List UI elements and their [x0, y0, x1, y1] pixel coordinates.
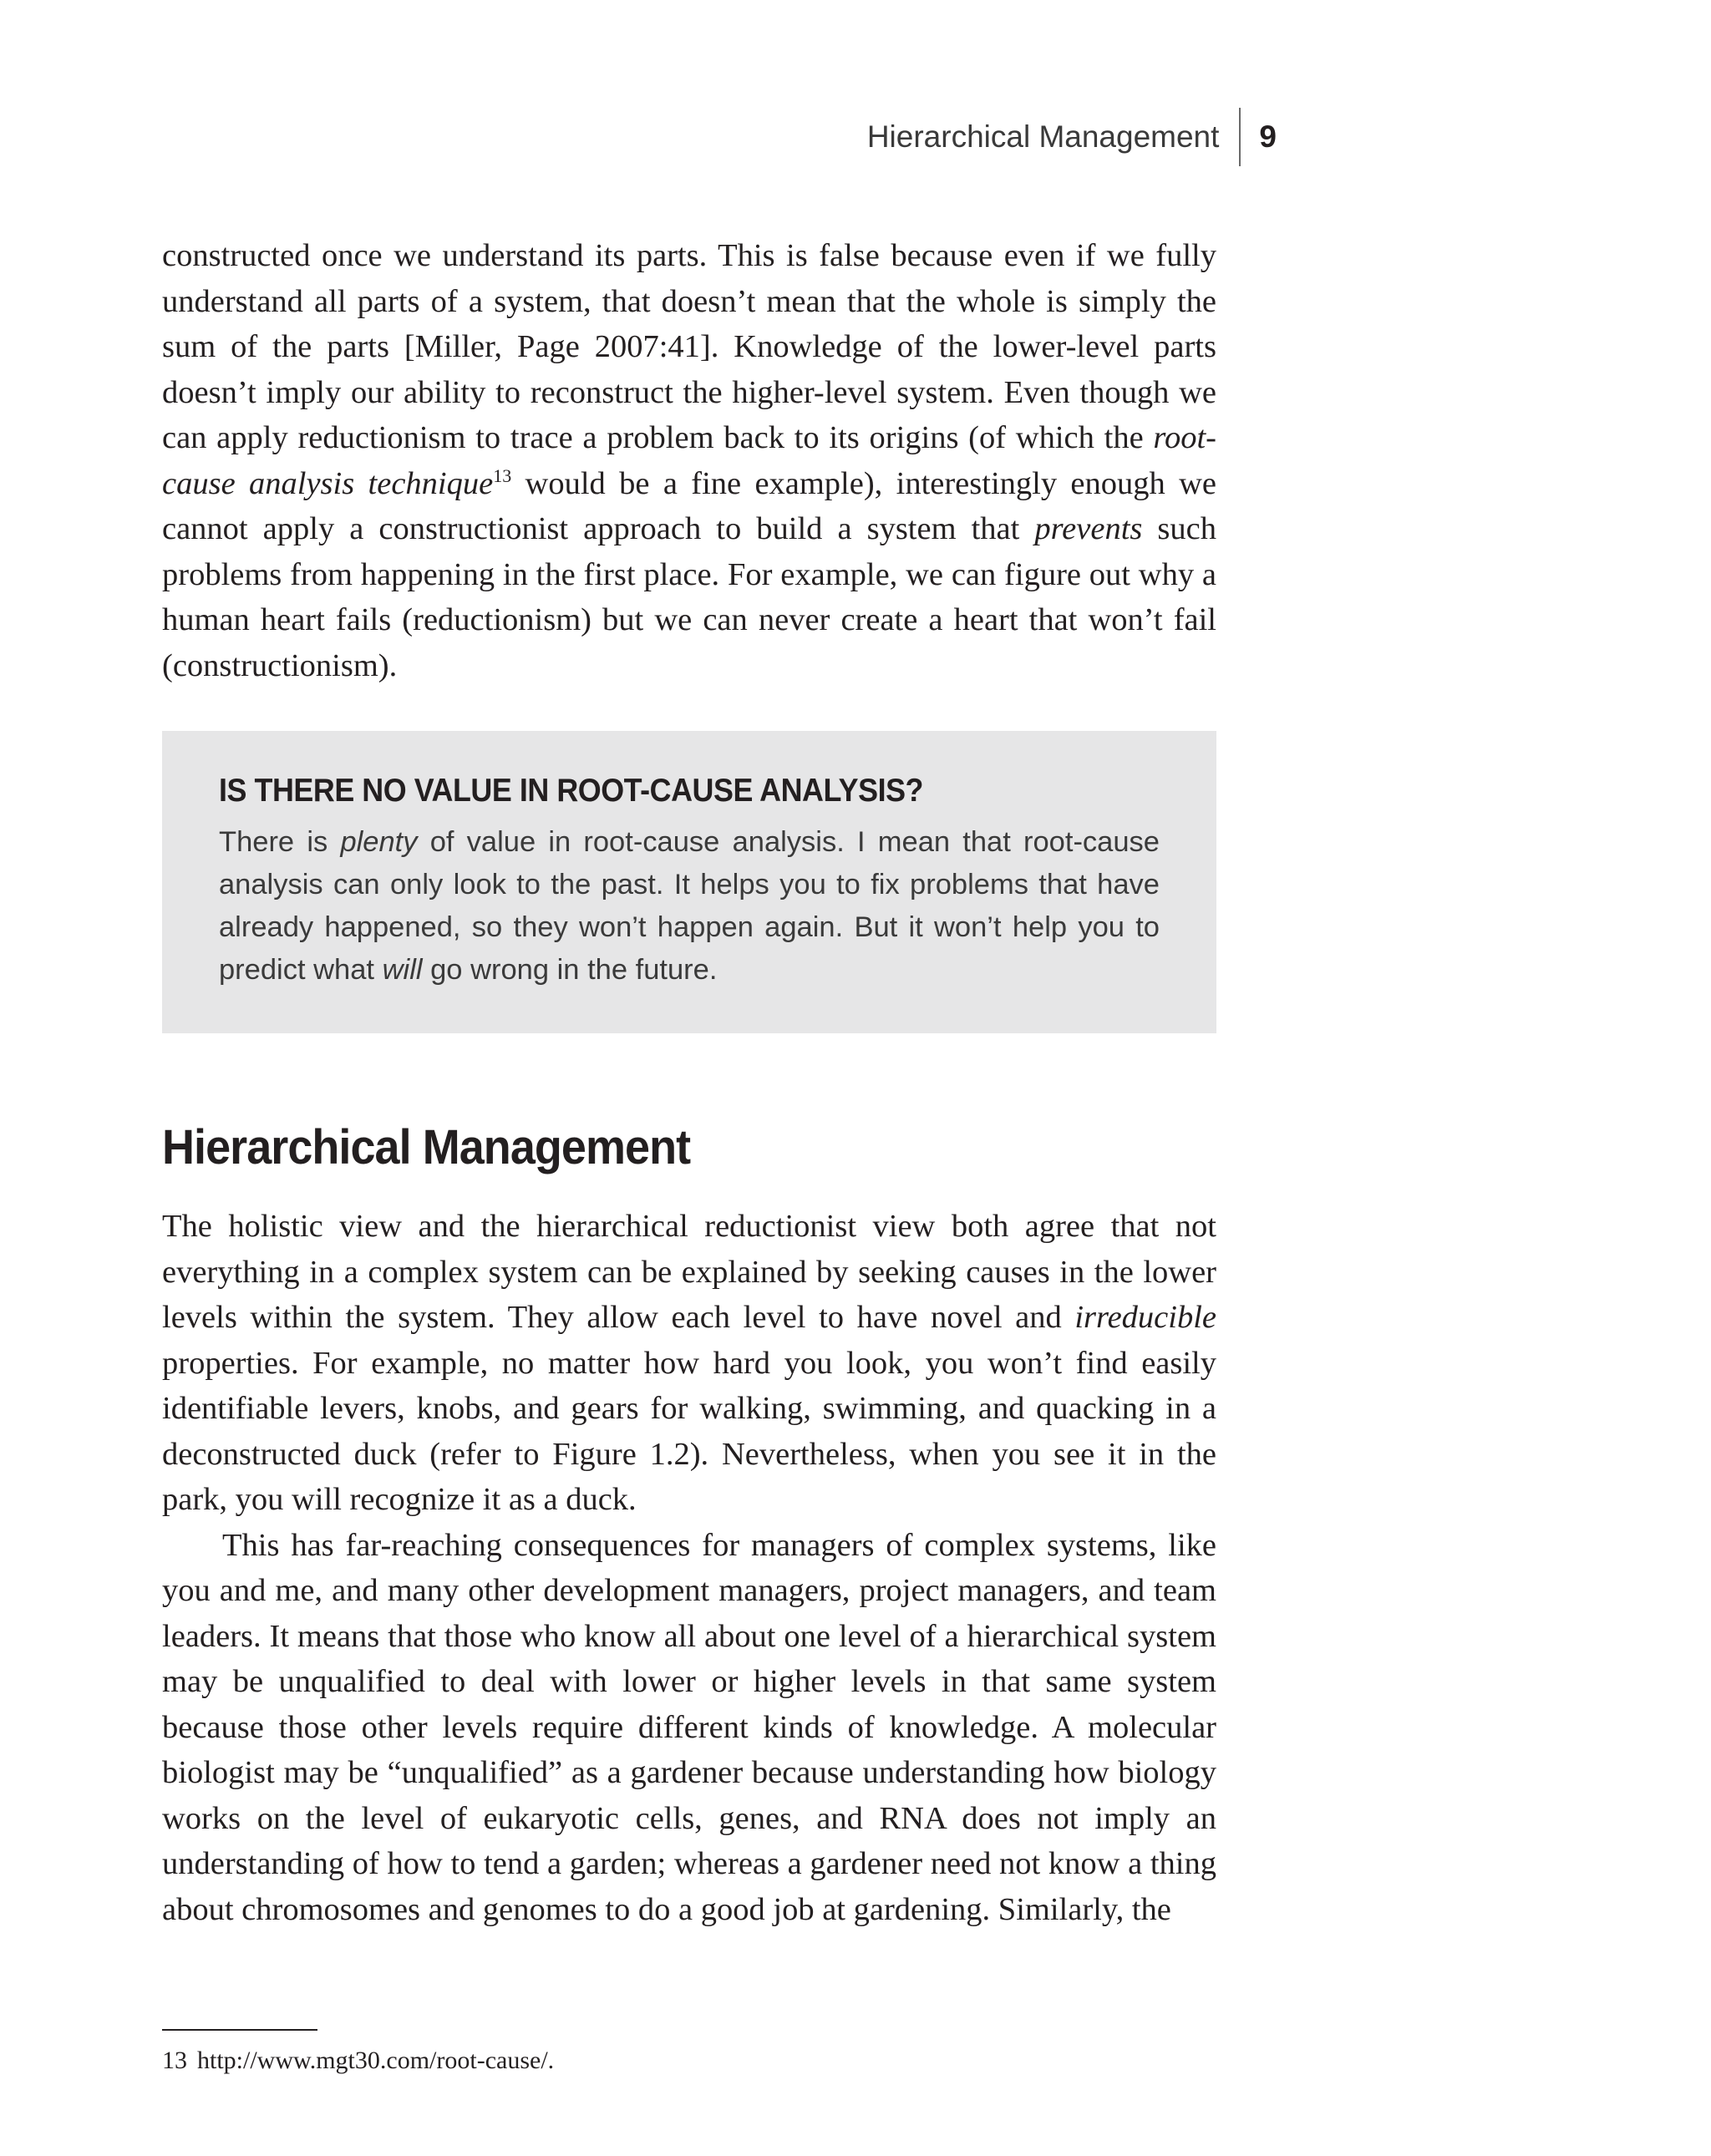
emphasis-will: will [382, 954, 423, 986]
text-run: constructed once we understand its parts. This is false because even if we fully understand all parts of a system, that doesn’t mean that the whole is simply the sum of the parts [Miller, Page 2007:41]. Knowledge of the lower-level parts doesn’t imply our ability to reconstruct the higher-level system. Even though we can apply reductionism to trace a problem back to its origins (of which the [162, 238, 1216, 455]
emphasis-plenty: plenty [340, 826, 418, 858]
running-head [867, 111, 1277, 163]
footnote-number: 13 [162, 2047, 187, 2074]
section-heading: Hierarchical Management [162, 1120, 691, 1174]
text-run: The holistic view and the hierarchical reductionist view both agree that not everything in a complex system can be explained by seeking causes in the lower levels within the system. They allow each level to have novel and [162, 1209, 1216, 1335]
running-head-title: Hierarchical Management [866, 119, 1220, 154]
text-run: go wrong in the future. [422, 954, 718, 986]
body-paragraph-3: This has far-reaching consequences for managers of complex systems, like you and me, and many other development managers, project managers, and team leaders. It means that those who know all about one level of a hierarchical system may be unqualified to deal with lower or higher levels in that same system because those other levels require different kinds of knowledge. A molecular biologist may be “unqualified” as a gardener because understanding how biology works on the level of eukaryotic cells, genes, and RNA does not imply an understanding of how to tend a garden; whereas a gardener need not know a thing about chromosomes and genomes to do a good job at gardening. Similarly, the [162, 1527, 1216, 1927]
text-run: There is [219, 826, 341, 858]
page-number: 9 [1259, 119, 1277, 154]
text-run: would be a fine example), interestingly enough we cannot apply a constructionist approach to build a system that [162, 465, 1217, 546]
footnote-link[interactable]: http://www.mgt30.com/root-cause/. [197, 2047, 555, 2074]
footnote [162, 2044, 554, 2077]
footnote-rule [162, 2029, 317, 2031]
section-body [162, 1204, 1216, 1932]
text-run: such problems from happening in the first place. For example, we can figure out why a human heart fails (reductionism) but we can never create a heart that won’t fail (constructionism). [162, 511, 1216, 683]
sidebar-heading: IS THERE NO VALUE IN ROOT-CAUSE ANALYSIS? [219, 773, 924, 809]
body-paragraph-2 [162, 1204, 1216, 1523]
emphasis-prevents: prevents [1034, 511, 1143, 546]
emphasis-irreducible: irreducible [1074, 1300, 1216, 1335]
text-run: of value in root-cause analysis. I mean that root-cause analysis can only look to the past. It helps you to fix problems that have already happened, so they won’t happen again. But it won’t help you to predict what [219, 826, 1160, 986]
body-paragraph-1 [162, 233, 1216, 688]
sidebar-box [162, 731, 1216, 1033]
emphasis-root-cause-technique: root-cause analysis technique [162, 420, 1216, 501]
sidebar-text [219, 821, 1160, 992]
text-run: properties. For example, no matter how hard you look, you won’t find easily identifiable levers, knobs, and gears for walking, swimming, and quacking in a deconstructed duck (refer to Figure 1.2). Nevertheless, when you see it in the park, you will recognize it as a duck. [162, 1345, 1216, 1517]
footnote-reference: 13 [493, 464, 512, 486]
